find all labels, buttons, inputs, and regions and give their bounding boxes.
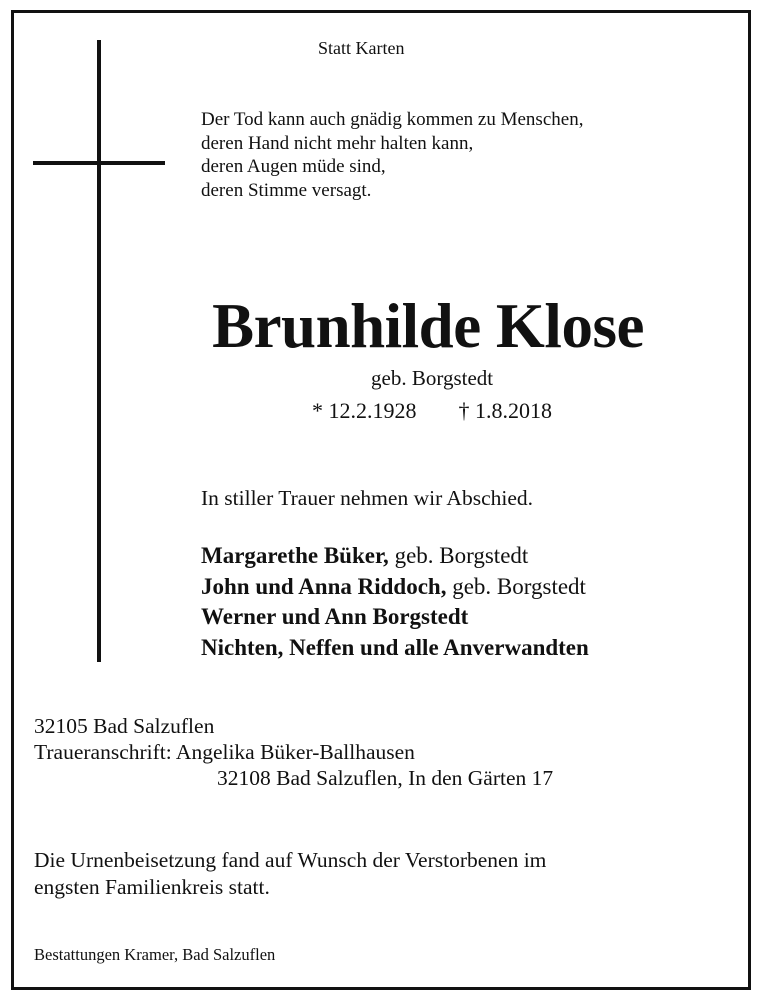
city-line: 32105 Bad Salzuflen xyxy=(34,714,215,738)
verse-line: deren Augen müde sind, xyxy=(201,156,386,177)
mourners-list xyxy=(201,541,589,663)
mourner-born-name: geb. Borgstedt xyxy=(446,573,586,599)
burial-note-line: Die Urnenbeisetzung fand auf Wunsch der Verstorbenen im xyxy=(34,848,547,872)
mourning-address-line: Traueranschrift: Angelika Büker-Ballhausen xyxy=(34,740,415,764)
burial-note-line: engsten Familienkreis statt. xyxy=(34,874,270,899)
verse-line: deren Hand nicht mehr halten kann, xyxy=(201,132,474,154)
mourner-name: Werner und Ann Borgstedt xyxy=(201,604,469,629)
mourner-line xyxy=(201,572,589,603)
mourner-line xyxy=(201,633,589,664)
burial-note xyxy=(34,847,546,900)
born-name: geb. Borgstedt xyxy=(371,366,494,390)
memorial-verse xyxy=(201,108,583,202)
mourner-name: John und Anna Riddoch, xyxy=(201,573,447,599)
death-date: † 1.8.2018 xyxy=(458,398,552,423)
verse-line: deren Stimme versagt. xyxy=(201,179,372,201)
verse-line: Der Tod kann auch gnädig kommen zu Menschen, xyxy=(201,109,584,130)
birth-date: * 12.2.1928 xyxy=(312,398,417,423)
address-block xyxy=(34,713,553,791)
statt-karten-label: Statt Karten xyxy=(318,38,405,58)
mourner-born-name: geb. Borgstedt xyxy=(388,543,529,568)
farewell-text: In stiller Trauer nehmen wir Abschied. xyxy=(201,486,534,510)
mourner-line xyxy=(201,602,589,633)
mourner-name: Nichten, Neffen und alle Anverwandten xyxy=(201,634,589,660)
mourner-line xyxy=(201,541,589,572)
street-line: 32108 Bad Salzuflen, In den Gärten 17 xyxy=(217,766,554,790)
life-dates xyxy=(312,398,552,424)
mourner-name: Margarethe Büker, xyxy=(201,543,389,568)
deceased-name: Brunhilde Klose xyxy=(212,291,644,361)
undertaker-credit: Bestattungen Kramer, Bad Salzuflen xyxy=(34,945,276,964)
cross-horizontal-bar xyxy=(33,161,165,165)
